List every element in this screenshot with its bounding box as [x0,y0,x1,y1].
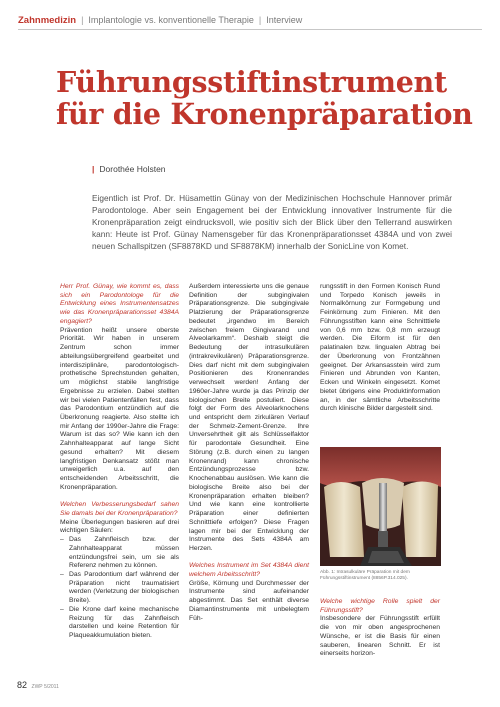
text-column-1 [60,283,179,641]
interview-answer: Größe, Körnung und Durchmesser der Instrumente sind aufeinander abgestimmt. Das Set enthält diverse Diamantinstrumente mit unbelegtem Füh- [189,579,309,622]
page-footer [17,680,59,690]
author-bar: | [92,164,95,174]
header-separator: | [258,15,262,25]
text-column-3 [320,283,440,414]
page-header [18,12,482,28]
pillars-list [60,536,179,641]
interview-answer: Insbesondere der Führungsstift erfüllt die von mir oben angesprochenen Wünsche, er ist die Basis für einen sauberen, linearen Schnitt. Er ist einerseits horizon- [320,615,440,658]
paragraph-gap [60,493,179,502]
clinical-photo [320,447,441,566]
paragraph-gap [189,554,309,563]
journal-issue: ZWP 5/2011 [31,684,59,690]
list-item: – Das Zahnfleisch bzw. der Zahnhalteapparat müssen entzündungsfrei sein, um sie als Referenz nehmen zu können. [60,536,179,571]
header-type: Interview [266,15,303,25]
header-separator: | [81,15,84,25]
interview-answer: Prävention heißt unsere oberste Priorität. Wir haben in unserem Zentrum schon immer abteilungsübergreifend gearbeitet und interdisziplinäre, parodontologisch-prothetische Sprechstunden gehalten, um möglichst stabile langfristige Ergebnisse zu erzielen. Dabei stellten wir bei vielen Patientenfällen fest, dass das Parodontium entzündlich auf die Überkronung reagierte. Also stellte ich mir Anfang der 1990er-Jahre die Frage: Warum ist das so? Wie kann ich den Zahnhalteapparat auf lange Sicht gesund erhalten? Mit diesem langfristigen Denkansatz stößt man unweigerlich u.a. auf den entscheidenden Arbeitsschritt, die Kronenpräparation. [60,326,179,491]
header-topic: Implantologie vs. konventionelle Therapie [88,15,254,25]
list-item: – Die Krone darf keine mechanische Reizung für das Zahnfleisch darstellen und keine Retention für Plaqueakkumulation bieten. [60,606,179,641]
author-line [92,164,166,174]
author-name: Dorothée Holsten [99,164,166,174]
tooth-preparation-image [320,447,441,566]
interview-question: Welche wichtige Rolle spielt der Führungsstift? [320,598,440,614]
figure-caption: Abb. 1: Intrasulkuläre Präparation mit dem Führungsstiftinstrument (8856P.314.025). [320,570,410,582]
interview-answer: Außerdem interessierte uns die genaue Definition der subgingivalen Präparationsgrenze. Die subgingivale Platzierung der Präparationsgrenze bedeutet „irgendwo im Bereich zwischen freiem Gingivarand und Alveolarkamm“. Deshalb steigt die Bedeutung der intrasulkulären (intrakrevikulären) Präparationsgrenze. Dies darf nicht mit dem subgingivalen Positionieren des Kronenrandes verwechselt werden! Anfang der 1960er-Jahre wurde ja das Prinzip der biologischen Breite postuliert. Diese folgt der Form des Alveolarknochens und entspricht dem zirkulären Verlauf der Schmelz-Zement-Grenze. Ihre Unversehrtheit gilt als Schlüsselfaktor für parodontale Gesundheit. Eine Störung (z.B. durch einen zu langen Kronenrand) kann chronische Entzündungsprozesse bzw. Knochenabbau auslösen. Wie kann die biologische Breite also bei der Kronenpräparation erhalten bleiben? Und wie kann eine kontrollierte Präparation einer definierten Schnitttiefe erfolgen? Diese Fragen lagen mir bei der Entwicklung der Instrumente des Sets 4384A am Herzen. [189,283,309,553]
article-title: Führungsstiftinstrument für die Kronenpräparation [56,65,473,131]
header-divider [18,29,482,30]
interview-question: Welchen Verbesserungsbedarf sahen Sie damals bei der Kronenpräparation? [60,501,179,517]
interview-question: Welches Instrument im Set 4384A dient welchem Arbeitsschritt? [189,562,309,578]
interview-answer: rungsstift in den Formen Konisch Rund und Torpedo Konisch jeweils in Normalkörnung zur Formgebung und Feinkörnung zum Finieren. Mit den Führungsstiften kann eine Schnitttiefe von 0,6 mm bzw. 0,8 mm erzeugt werden. Die Eiform ist für den palatinalen bzw. lingualen Abtrag bei der Überkronung von Frontzähnen geeignet. Der Arkansasstein wird zum Finieren und Abrunden von Kanten, Ecken und Winkeln eingesetzt. Komet bietet übrigens eine Produktinformation an, in der sämtliche Arbeitsschritte durch klinische Bilder dargestellt sind. [320,283,440,413]
interview-question: Herr Prof. Günay, wie kommt es, dass sich ein Parodontologe für die Entwicklung eines Instrumentensatzes wie das Kronenpräparationsset 4384A engagiert? [60,283,179,325]
article-intro: Eigentlich ist Prof. Dr. Hüsamettin Günay von der Medizinischen Hochschule Hannover primär Parodontologe. Aber sein Engagement bei der Entwicklung innovativer Instrumente für die Kronenpräparation zeigt eindrucksvoll, wie positiv sich der Blick über den Tellerrand auswirken kann: Heute ist Prof. Günay Namensgeber für das Kronenpräparationsset 4384A und von zwei neuen Schallspitzen (SF8878KD und SF8878KM) innerhalb der SonicLine von Komet. [92,193,452,251]
text-column-3-continued [320,598,440,659]
interview-answer: Meine Überlegungen basieren auf drei wichtigen Säulen: [60,518,179,535]
text-column-2 [189,283,309,623]
section-label: Zahnmedizin [18,14,77,26]
list-item: – Das Parodontium darf während der Präparation nicht traumatisiert werden (Verletzung der biologischen Breite). [60,571,179,606]
page-number: 82 [17,680,28,690]
